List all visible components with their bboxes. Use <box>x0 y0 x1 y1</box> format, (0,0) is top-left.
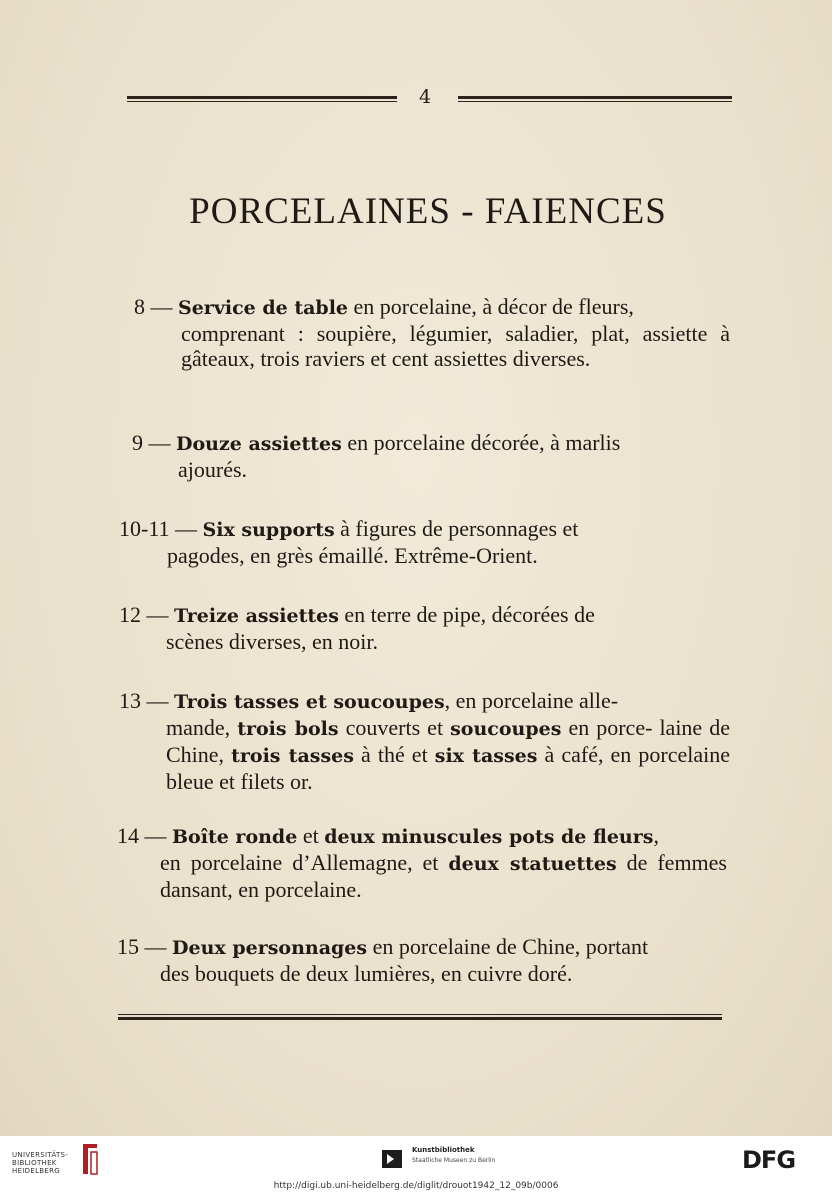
lot-number: 10-11 <box>119 516 170 541</box>
lot-number: 14 <box>117 823 139 848</box>
lot-text: en porcelaine de Chine, portant <box>367 934 649 959</box>
lot-text: , en porcelaine alle- <box>444 688 619 713</box>
kunstbibliothek-icon <box>382 1150 402 1168</box>
lot-continuation: pagodes, en grès émaillé. Extrême-Orient. <box>167 543 538 568</box>
lot-number: 9 <box>132 430 143 455</box>
page-number: 4 <box>418 86 432 108</box>
section-title: PORCELAINES - FAIENCES <box>189 191 667 232</box>
lot-title: Douze assiettes <box>176 433 342 455</box>
lot-entry: 10-11 — Six supports à figures de personnages et pagodes, en grès émaillé. Extrême-Orient. <box>119 516 730 568</box>
university-library-logo-text: UNIVERSITÄTS- BIBLIOTHEK HEIDELBERG <box>12 1151 69 1175</box>
lot-text: en terre de pipe, décorées de <box>338 602 595 627</box>
lot-entry: 9 — Douze assiettes en porcelaine décorée, à marlis ajourés. <box>132 430 730 482</box>
lot-continuation: des bouquets de deux lumières, en cuivre doré. <box>160 961 573 986</box>
footer-rule <box>118 1014 722 1022</box>
source-url[interactable]: http://digi.ub.uni-heidelberg.de/diglit/drouot1942_12_09b/0006 <box>0 1180 832 1194</box>
kunstbibliothek-name: Kunstbibliothek <box>412 1146 475 1154</box>
lot-title: Six supports <box>202 519 335 541</box>
lot-entry: 13 — Trois tasses et soucoupes, en porcelaine alle- mande, trois bols couverts et soucoupes en porce- laine de Chine, trois tasses à thé et six tasses à café, en porcelaine bleue et filets or. <box>119 688 730 794</box>
lot-continuation: en porcelaine d’Allemagne, et deux statuettes de femmes dansant, en porcelaine. <box>160 850 727 902</box>
lot-continuation: ajourés. <box>178 457 248 482</box>
lot-title: Treize assiettes <box>174 605 339 627</box>
lot-number: 8 <box>134 294 145 319</box>
lot-title: Service de table <box>178 297 349 319</box>
lot-entry: 15 — Deux personnages en porcelaine de Chine, portant des bouquets de deux lumières, en cuivre doré. <box>117 934 727 986</box>
lot-text: en porcelaine, à décor de fleurs, <box>348 294 634 319</box>
lot-text: et <box>297 823 325 848</box>
lot-continuation: comprenant : soupière, légumier, saladier, plat, assiette à gâteaux, trois raviers et cent assiettes diverses. <box>181 321 730 371</box>
lot-title: Boîte ronde <box>172 826 298 848</box>
lot-text: à figures de personnages et <box>334 516 579 541</box>
header-rule-right <box>458 96 732 104</box>
lot-title: Deux personnages <box>172 937 368 959</box>
lot-continuation: scènes diverses, en noir. <box>166 629 378 654</box>
lot-continuation: mande, trois bols couverts et soucoupes en porce- laine de Chine, trois tasses à thé et six tasses à café, en porcelaine bleue et filets or. <box>166 715 730 794</box>
library-footer-bar <box>0 1136 832 1180</box>
kunstbibliothek-subtitle: Staatliche Museen zu Berlin <box>412 1157 496 1164</box>
lot-number: 13 <box>119 688 141 713</box>
header-rule-left <box>127 96 397 104</box>
lot-text: en porcelaine décorée, à marlis <box>341 430 621 455</box>
lot-number: 15 <box>117 934 139 959</box>
lot-entry: 8 — Service de table en porcelaine, à décor de fleurs, comprenant : soupière, légumier, saladier, plat, assiette à gâteaux, trois raviers et cent assiettes diverses. <box>134 294 730 371</box>
lot-entry: 12 — Treize assiettes en terre de pipe, décorées de scènes diverses, en noir. <box>119 602 730 654</box>
lot-number: 12 <box>119 602 141 627</box>
university-seal-icon <box>80 1142 100 1176</box>
lot-entry: 14 — Boîte ronde et deux minuscules pots de fleurs, en porcelaine d’Allemagne, et deux statuettes de femmes dansant, en porcelaine. <box>117 823 727 902</box>
dfg-logo: DFG <box>742 1146 796 1174</box>
lot-title-2: deux minuscules pots de fleurs <box>324 826 654 848</box>
lot-title: Trois tasses et soucoupes <box>174 691 445 713</box>
